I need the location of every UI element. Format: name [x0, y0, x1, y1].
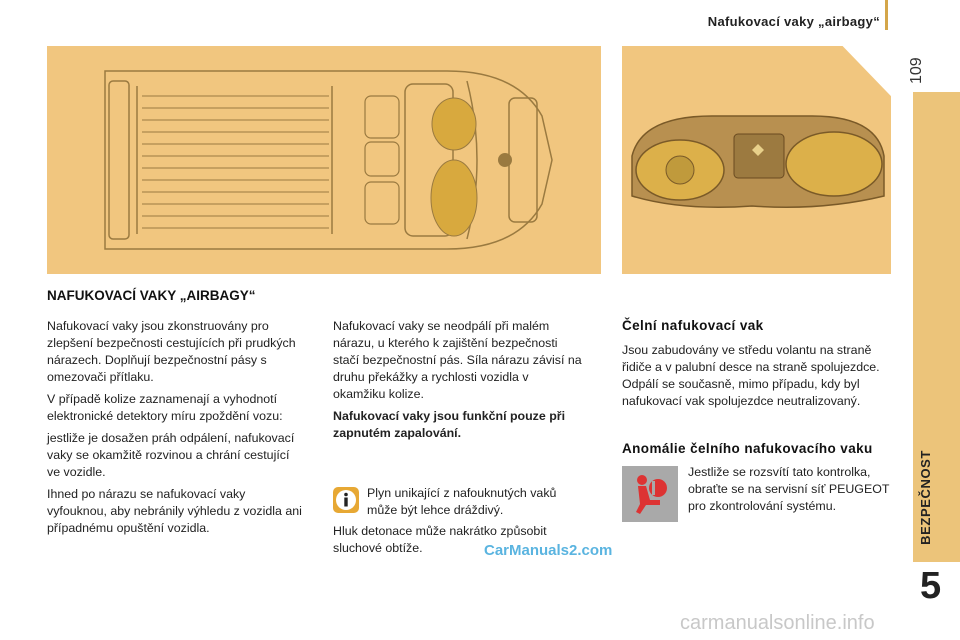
info-note: Plyn unikající z nafouknutých vaků může být lehce dráždivý.	[367, 486, 557, 517]
chapter-number: 5	[920, 565, 942, 607]
col2-paragraph-3: Hluk detonace může nakrátko způsobit sluchové obtíže.	[333, 524, 547, 555]
front-airbag-text: Jsou zabudovány ve středu volantu na straně řidiče a v palubní desce na straně spolujezdce. Odpálí se současně, mimo případu, kdy byl nafukovací vak spolujezdce neutralizovaný.	[622, 343, 880, 408]
page-number: 109	[908, 57, 925, 84]
col1-paragraph-2: V případě kolize zaznamenají a vyhodnotí elektronické detektory míru zpoždění vozu:	[47, 392, 283, 423]
section-label: BEZPEČNOST	[918, 450, 933, 545]
info-icon	[333, 487, 359, 513]
airbag-fault-heading: Anomálie čelního nafukovacího vaku	[622, 441, 873, 456]
column-2	[333, 318, 583, 447]
watermark-carmanualsonline[interactable]: carmanualsonline.info	[680, 612, 875, 634]
col2-paragraph-1: Nafukovací vaky se neodpálí při malém nárazu, u kterého k zajištění bezpečnosti stačí bezpečnostní pás. Síla nárazu závisí na druhu překážky a rychlosti vozidla v okamžiku kolize.	[333, 319, 582, 401]
header-rule	[885, 0, 888, 30]
dashboard-svg	[622, 46, 891, 274]
col1-paragraph-4: Ihned po nárazu se nafukovací vaky vyfouknou, aby nebránily výhledu z vozidla ani případnému opuštění vozidla.	[47, 487, 302, 535]
main-heading: NAFUKOVACÍ VAKY „AIRBAGY“	[47, 288, 256, 303]
column-1	[47, 318, 302, 542]
airbag-person-icon	[622, 466, 678, 522]
col1-paragraph-3: jestliže je dosažen práh odpálení, nafukovací vaky se okamžitě rozvinou a chrání cestující ve vozidle.	[47, 431, 295, 479]
dashboard-airbag-diagram	[622, 46, 891, 274]
van-outline-svg	[47, 46, 601, 274]
col1-paragraph-1: Nafukovací vaky jsou zkonstruovány pro zlepšení bezpečnosti cestujících při prudkých nárazech. Doplňují bezpečnostní pásy s omezovači přítlaku.	[47, 319, 296, 384]
running-header: Nafukovací vaky „airbagy“	[707, 14, 880, 29]
van-airbag-diagram	[47, 46, 601, 274]
watermark-carmanuals2[interactable]: CarManuals2.com	[484, 542, 613, 559]
front-airbag-heading: Čelní nafukovací vak	[622, 318, 764, 333]
airbag-warning-light-icon	[622, 466, 678, 522]
col2-ignition-note: Nafukovací vaky jsou funkční pouze při zapnutém zapalování.	[333, 409, 566, 440]
airbag-fault-text: Jestliže se rozsvítí tato kontrolka, obraťte se na servisní síť PEUGEOT pro zkontrolování systému.	[688, 465, 890, 513]
